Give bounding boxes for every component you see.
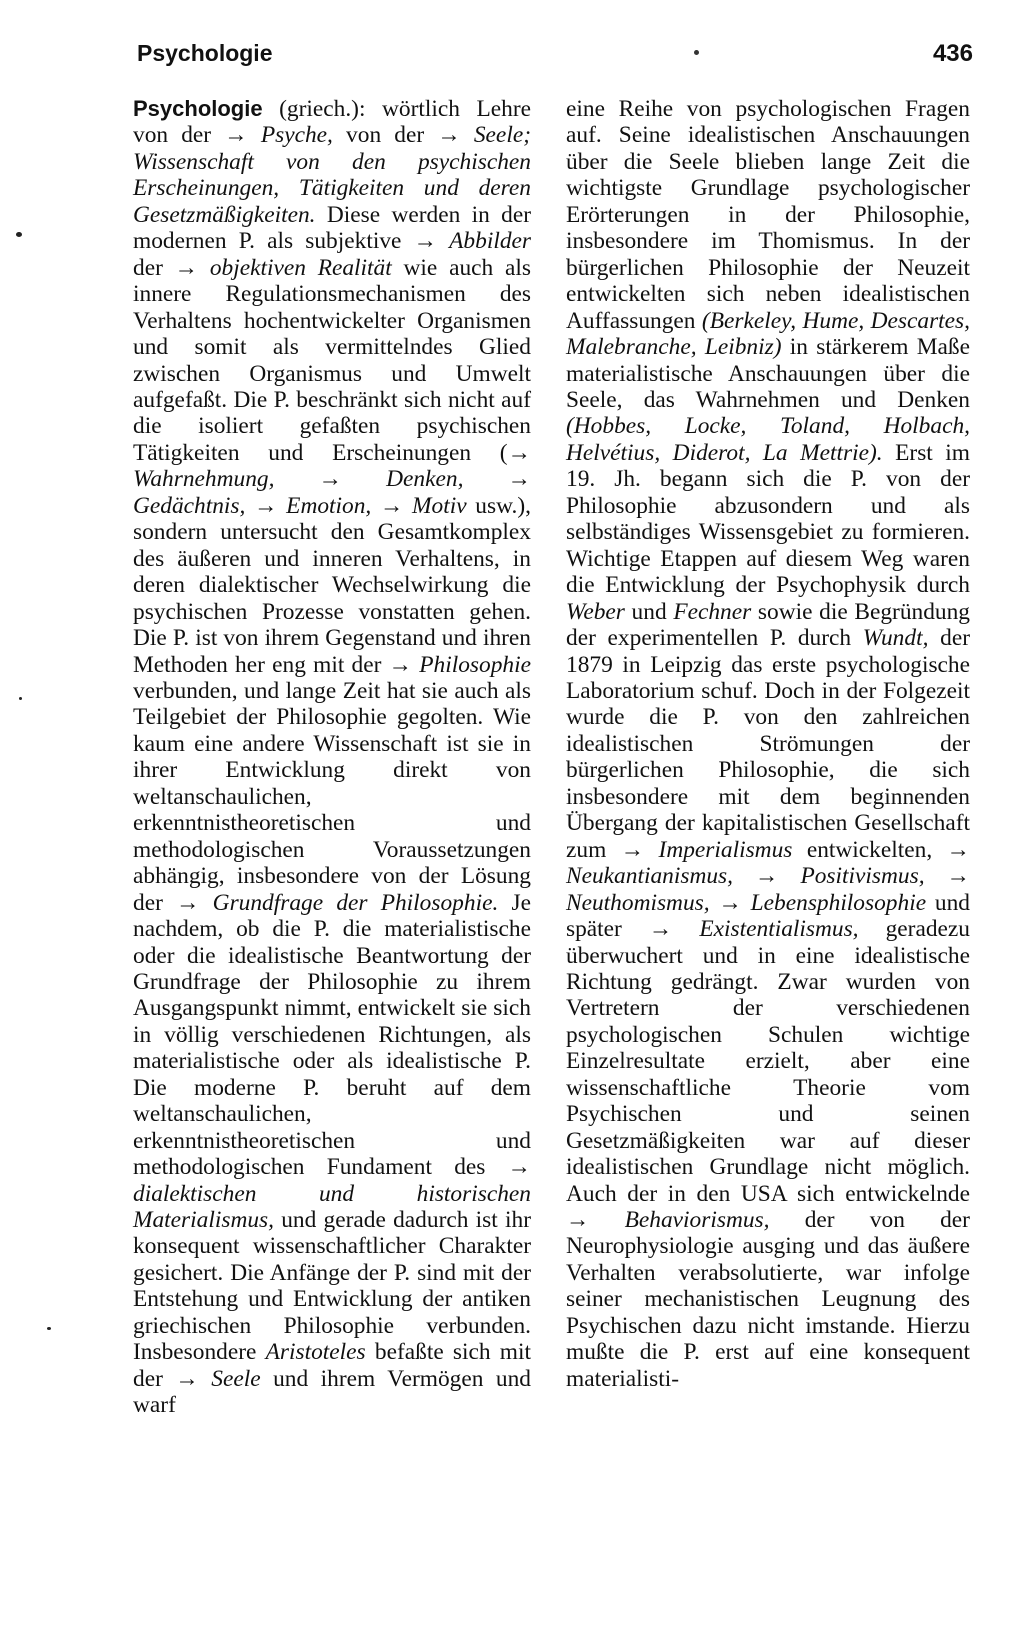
text-run: in stärkerem Maße materialistische Anschauungen über die Seele, das Wahrnehmen und Denken [566, 334, 970, 413]
cross-reference-arrow-icon: → [755, 863, 801, 890]
text-run: und ihrem Vermögen und warf [133, 1365, 531, 1419]
text-column-right [566, 96, 970, 1392]
italic-term: Fechner [673, 598, 752, 625]
italic-term: Neukantianismus, [566, 863, 733, 890]
italic-term: Lebensphilosophie [750, 889, 927, 916]
text-run [371, 493, 380, 519]
italic-term: dialektischen und historischen Materialismus, [133, 1180, 531, 1234]
running-header [137, 40, 973, 80]
italic-term: objektiven Realität [209, 254, 392, 281]
cross-reference-arrow-icon: → [507, 466, 531, 493]
italic-term: Gedächtnis, [133, 492, 246, 519]
text-run [925, 863, 947, 889]
cross-reference-arrow-icon: → [718, 889, 751, 916]
italic-term: Philosophie [419, 651, 531, 678]
scan-speck [47, 1327, 51, 1330]
italic-term: Imperialismus [658, 836, 793, 863]
header-keyword: Psychologie [137, 40, 273, 66]
cross-reference-arrow-icon: → [507, 439, 531, 466]
cross-reference-arrow-icon: → [254, 492, 287, 519]
text-run: der von der Neurophysiologie ausging und das äußere Verhalten verabsolutierte, war infolge seiner mechanistischen Leugnung des Psychischen dazu nicht imstande. Hierzu mußte die P. erst auf eine konsequent materialisti- [566, 1207, 970, 1392]
cross-reference-arrow-icon: → [507, 1154, 531, 1181]
cross-reference-arrow-icon: → [388, 651, 420, 678]
italic-term: Emotion, [286, 492, 372, 519]
italic-term: Aristoteles [265, 1339, 366, 1366]
text-run: usw.), sondern untersucht den Gesamtkomplex des äußeren und inneren Verhaltens, in deren dialektischer Wechselwirkung die psychischen Prozesse vonstatten gehen. Die P. ist von ihrem Gegenstand und ihren Methoden her eng mit der [133, 492, 531, 678]
text-run: der [133, 254, 175, 281]
italic-term: Seele [211, 1365, 261, 1392]
scan-speck [16, 232, 22, 237]
cross-reference-arrow-icon: → [648, 916, 700, 943]
text-run: und [624, 598, 674, 625]
cross-reference-arrow-icon: → [174, 254, 210, 281]
text-run: wie auch als innere Regulationsmechanismen des Verhaltens hochentwickelter Organismen und somit als vermittelndes Glied zwischen Organismus und Umwelt aufgefaßt. Die P. beschränkt sich nicht auf die isoliert gefaßten psychischen Tätigkeiten und Erscheinungen ( [133, 254, 531, 466]
italic-term: Wahrnehmung, [133, 466, 275, 493]
page-number: 436 [932, 40, 973, 67]
text-run: Diese werden in der modernen P. als subjektive [133, 201, 531, 255]
italic-term: (Hobbes, Locke, Toland, Holbach, Helvétius, Diderot, La Mettrie). [566, 413, 970, 466]
cross-reference-arrow-icon: → [413, 228, 450, 255]
cross-reference-arrow-icon: → [224, 122, 261, 149]
cross-reference-arrow-icon: → [437, 122, 474, 149]
header-dot [694, 50, 699, 55]
italic-term: Wundt, [862, 625, 929, 652]
text-run: verbunden, und lange Zeit hat sie auch als Teilgebiet der Philosophie gegolten. Wie kaum eine andere Wissenschaft ist sie in ihrer Entwicklung direkt von weltanschaulichen, erkenntnistheoretischen und methodologischen Voraussetzungen abhängig, insbesondere von der Lösung der [133, 677, 531, 916]
text-run: entwickelten, [792, 836, 947, 863]
text-run: eine Reihe von psychologischen Fragen auf. Seine idealistischen Anschauungen über die Seele blieben lange Zeit die wichtigste Grundlage psychologischer Erörterungen in der Philosophie, insbesondere im Thomismus. In der bürgerlichen Philosophie der Neuzeit entwickelten sich neben idealistischen Auffassungen [566, 96, 970, 334]
entry-paragraph-right [566, 96, 970, 1392]
italic-term: (Berkeley, Hume, Descartes, Malebranche, Leibniz) [566, 307, 971, 361]
scan-speck [19, 697, 22, 700]
cross-reference-arrow-icon: → [176, 889, 213, 916]
text-run: befaßte sich mit der [133, 1339, 531, 1392]
text-run [274, 466, 318, 492]
cross-reference-arrow-icon: → [318, 466, 387, 493]
cross-reference-arrow-icon: → [379, 492, 413, 519]
text-column-left [133, 96, 531, 1419]
italic-term: Positivismus, [800, 863, 925, 890]
cross-reference-arrow-icon: → [175, 1365, 212, 1392]
text-run [245, 493, 254, 519]
text-run: (griech.): wörtlich Lehre von der [133, 96, 531, 149]
italic-term: Motiv [412, 492, 467, 519]
text-run: sowie die Begründung der experimentellen P. durch [566, 598, 970, 652]
text-run: der 1879 in Leipzig das erste psychologische Laboratorium schuf. Doch in der Folgezeit wurde die P. von den zahlreichen idealistischen Strömungen der bürgerlichen Philosophie, die sich insbesondere mit dem beginnenden Übergang der kapitalistischen Gesellschaft zum [566, 625, 970, 863]
italic-term: Denken, [386, 466, 464, 493]
italic-term: Grundfrage der Philosophie. [212, 889, 499, 916]
italic-term: Neuthomismus, [566, 889, 710, 916]
entry-lead-term: Psychologie [133, 96, 263, 121]
text-run: von der [332, 122, 438, 149]
italic-term: Seele; Wissenschaft von den psychischen Erscheinungen, Tätigkeiten und deren Gesetzmäßigkeiten. [133, 122, 531, 228]
text-run: und später [566, 889, 970, 943]
text-run: geradezu überwuchert und in eine idealistische Richtung gedrängt. Zwar wurden von Vertretern der verschiedenen psychologischen Schulen wichtige Einzelresultate erzielt, aber eine wissenschaftliche Theorie vom Psychischen und seinen Gesetzmäßigkeiten war auf dieser idealistischen Grundlage nicht möglich. Auch der in den USA sich entwickelnde [566, 916, 970, 1207]
italic-term: Behaviorismus, [624, 1207, 770, 1234]
entry-paragraph-left [133, 96, 531, 1419]
text-run [733, 863, 755, 889]
italic-term: Psyche, [260, 122, 333, 149]
text-run [463, 466, 507, 492]
cross-reference-arrow-icon: → [566, 1207, 625, 1234]
italic-term: Weber [566, 598, 625, 625]
text-run: Je nachdem, ob die P. die materialistische oder die idealistische Beantwortung der Grundfrage der Philosophie zu ihrem Ausgangspunkt nimmt, entwickelt sie sich in völlig verschiedenen Richtungen, als materialistische oder als idealistische P. Die moderne P. beruht auf dem weltanschaulichen, erkenntnistheoretischen und methodologischen Fundament des [133, 889, 531, 1181]
text-run: Erst im 19. Jh. begann sich die P. von der Philosophie abzusondern und als selbständiges Wissensgebiet zu formieren. Wichtige Etappen auf diesem Weg waren die Entwicklung der Psychophysik durch [566, 439, 970, 599]
cross-reference-arrow-icon: → [620, 836, 659, 863]
cross-reference-arrow-icon: → [946, 836, 970, 863]
cross-reference-arrow-icon: → [946, 863, 970, 890]
italic-term: Existentialismus, [699, 916, 859, 943]
text-run: und gerade dadurch ist ihr konsequent wissenschaftlicher Charakter gesichert. Die Anfänge der P. sind mit der Entstehung und Entwicklung der antiken griechischen Philosophie verbunden. Insbesondere [133, 1207, 531, 1366]
italic-term: Abbilder [449, 228, 531, 255]
